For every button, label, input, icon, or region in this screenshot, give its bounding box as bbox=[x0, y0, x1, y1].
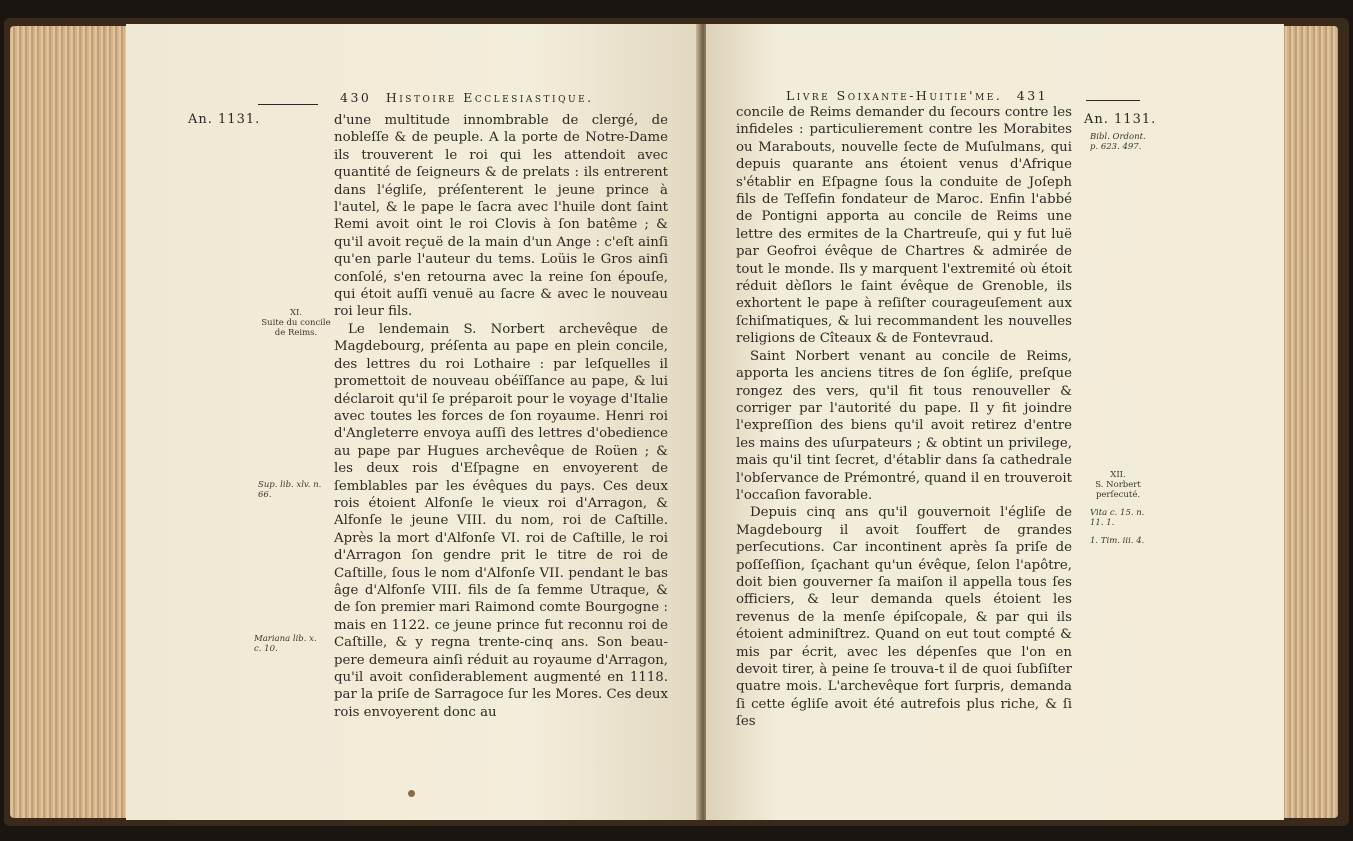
header-rule-right bbox=[1086, 100, 1140, 101]
right-paragraph-3: Depuis cinq ans qu'il gouvernoit l'égliſe de Magdebourg il avoit ſouffert de grandes perſecutions. Car incontinent après ſa priſe de poſſeſſion, ſçachant qu'un évêque, ſelon l'apôtre, doit bien gouverner ſa maiſon il appella tous ſes officiers, & leur demanda quels étoient les revenus de la menſe épiſcopale, & par qui ils étoient adminiſtrez. Quand on eut tout compté & mis par écrit, avec les dépenſes que l'on en devoit tirer, à peine ſe trouva-t il de quoi ſubſiſter quatre mois. L'archevêque fort ſurpris, demanda ſi cette égliſe avoit été autrefois plus riche, & ſi ſes bbox=[736, 505, 1072, 730]
right-running-head bbox=[786, 88, 1048, 103]
right-margin-year: An. 1131. bbox=[1084, 112, 1157, 127]
right-page-number: 431 bbox=[1016, 88, 1049, 103]
right-body-text bbox=[736, 104, 1072, 731]
right-margin-note-4: 1. Tim. iii. 4. bbox=[1090, 536, 1145, 546]
left-margin-note-1: XI. Suite du concile de Reims. bbox=[261, 308, 331, 338]
left-page-number: 430 bbox=[340, 90, 372, 105]
left-margin-note-2: Sup. lib. xlv. n. 66. bbox=[258, 480, 322, 500]
left-margin-year: An. 1131. bbox=[188, 112, 261, 127]
right-margin-note-2: XII. S. Norbert perſecuté. bbox=[1095, 470, 1141, 500]
right-margin-note-1: Bibl. Ordont. p. 623. 497. bbox=[1090, 132, 1146, 152]
right-margin-note-3: Vita c. 15. n. 11. 1. bbox=[1090, 508, 1145, 528]
right-running-title: Livre Soixante-Huitie'me. bbox=[786, 88, 1003, 103]
left-page bbox=[126, 24, 700, 820]
right-page bbox=[706, 24, 1284, 820]
header-rule bbox=[258, 104, 318, 105]
right-paragraph-1: concile de Reims demander du ſecours contre les infideles : particulierement contre les Morabites ou Marabouts, nouvelle ſecte de Muſulmans, qui depuis quarante ans étoient venus d'Afrique s'établir en Eſpagne ſous la conduite de Joſeph fils de Teſſefin fondateur de Maroc. Enfin l'abbé de Pontigni apporta au concile de Reims une lettre des ermites de la Chartreuſe, qui y fut luë par Geofroi évêque de Chartres & admirée de tout le monde. Ils y marquent l'extremité où étoit réduit dèſlors le ſaint évêque de Grenoble, ils exhortent le pape à reſiſter courageuſement aux ſchiſmatiques, & lui recommandent les nouvelles religions de Cîteaux & de Fontevraud. bbox=[736, 105, 1072, 347]
right-page-edges bbox=[1282, 26, 1338, 818]
left-body-text bbox=[334, 112, 668, 721]
left-paragraph-2: Le lendemain S. Norbert archevêque de Magdebourg, préſenta au pape en plein concile, des lettres du roi Lothaire : par leſquelles il promettoit de nouveau obéïſſance au pape, & lui déclaroit qu'il ſe préparoit pour le voyage d'Italie avec toutes les forces de ſon royaume. Henri roi d'Angleterre envoya auſſi des lettres d'obedience au pape par Hugues archevêque de Roüen ; & les deux rois d'Eſpagne en envoyerent de ſemblables par les évêques du pays. Ces deux rois étoient Alfonſe le vieux roi d'Arragon, & Alfonſe le jeune VIII. du nom, roi de Caſtille. Après la mort d'Alfonſe VI. roi de Caſtille, le roi d'Arragon ſon gendre prit le titre de roi de Caſtille, ſous le nom d'Alfonſe VII. pendant le bas âge d'Alfonſe VIII. fils de ſa femme Utraque, & de ſon premier mari Raimond comte Bourgogne : mais en 1122. ce jeune prince fut reconnu roi de Caſtille, & y regna trente-cinq ans. Son beau-pere demeura ainſi réduit au royaume d'Arragon, qu'il avoit conſiderablement augmenté en 1118. par la priſe de Sarragoce ſur les Mores. Ces deux rois envoyerent donc au bbox=[334, 321, 668, 720]
left-margin-note-3: Mariana lib. x. c. 10. bbox=[254, 634, 317, 654]
left-running-title: Histoire Ecclesiastique. bbox=[385, 90, 594, 105]
left-page-edges bbox=[10, 26, 130, 818]
left-running-head bbox=[340, 90, 594, 105]
page-speck bbox=[408, 790, 415, 797]
left-paragraph-1: d'une multitude innombrable de clergé, de nobleſſe & de peuple. A la porte de Notre-Dame ils trouverent le roi qui les attendoit avec quantité de ſeigneurs & de prelats : ils entrerent dans l'égliſe, préſenterent le jeune prince à l'autel, & le pape le ſacra avec l'huile dont ſaint Remi avoit oint le roi Clovis à ſon batême ; & qu'il avoit reçuë de la main d'un Ange : c'eſt ainſi qu'en parle l'auteur du tems. Loüis le Gros ainſi conſolé, s'en retourna avec la reine ſon épouſe, qui étoit auſſi venuë au ſacre & avec le nouveau roi leur fils. bbox=[334, 113, 668, 320]
right-paragraph-2: Saint Norbert venant au concile de Reims, apporta les anciens titres de ſon égliſe, preſque rongez des vers, qu'il fit tous renouveller & corriger par l'autorité du pape. Il y fit joindre l'expreſſion des biens qu'il avoit retirez d'entre les mains des uſurpateurs ; & obtint un privilege, mais qu'il tint ſecret, d'établir dans ſa cathedrale l'obſervance de Prémontré, quand il en trouveroit l'occaſion favorable. bbox=[736, 348, 1072, 503]
